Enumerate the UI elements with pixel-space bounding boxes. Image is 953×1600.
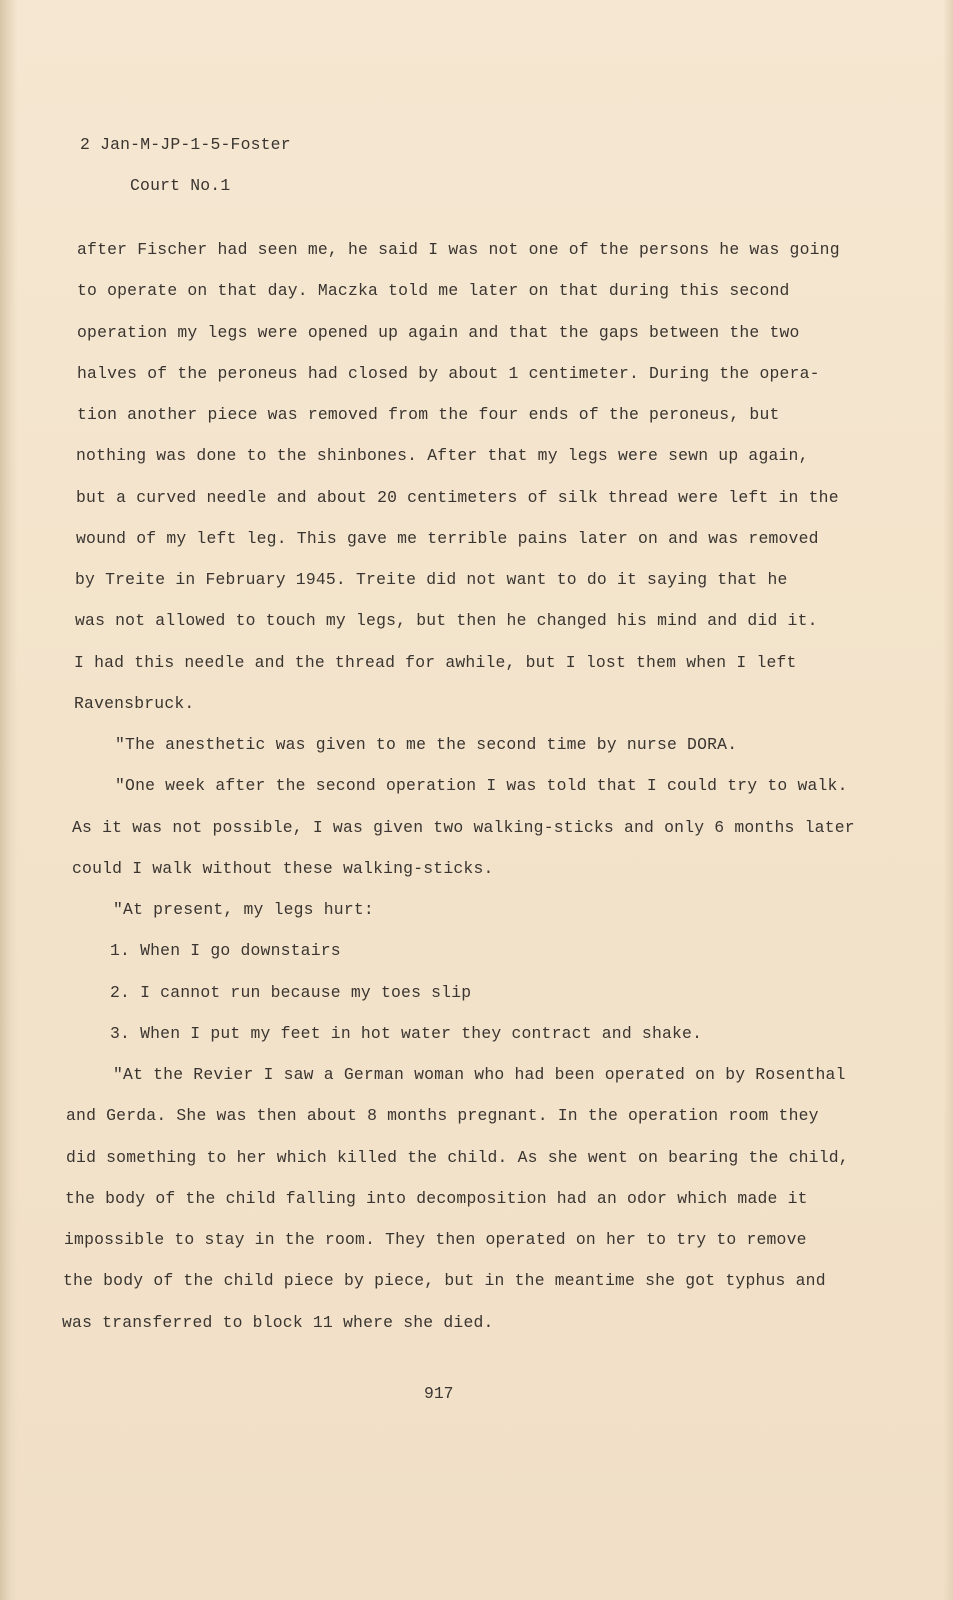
text-line: "At the Revier I saw a German woman who had been operated on by Rosenthal xyxy=(113,1065,846,1084)
text-line: impossible to stay in the room. They then operated on her to try to remove xyxy=(64,1230,807,1249)
text-line: after Fischer had seen me, he said I was not one of the persons he was going xyxy=(77,240,840,259)
text-line: and Gerda. She was then about 8 months pregnant. In the operation room they xyxy=(66,1106,819,1125)
list-intro: "At present, my legs hurt: xyxy=(113,900,374,919)
court-label: Court No.1 xyxy=(130,176,231,195)
text-line: halves of the peroneus had closed by about 1 centimeter. During the opera- xyxy=(77,364,820,383)
text-line: did something to her which killed the child. As she went on bearing the child, xyxy=(66,1148,849,1167)
text-line: to operate on that day. Maczka told me later on that during this second xyxy=(77,281,790,300)
page-right-edge xyxy=(943,0,953,1600)
text-line: was not allowed to touch my legs, but then he changed his mind and did it. xyxy=(75,611,818,630)
list-item: 2. I cannot run because my toes slip xyxy=(110,983,472,1002)
text-line: but a curved needle and about 20 centimeters of silk thread were left in the xyxy=(76,488,839,507)
page-number: 917 xyxy=(424,1384,454,1403)
text-line: "One week after the second operation I was told that I could try to walk. xyxy=(115,776,848,795)
text-line: I had this needle and the thread for awhile, but I lost them when I left xyxy=(74,653,797,672)
document-reference: 2 Jan-M-JP-1-5-Foster xyxy=(80,135,291,154)
text-line: could I walk without these walking-sticks. xyxy=(72,859,494,878)
text-line: nothing was done to the shinbones. After that my legs were sewn up again, xyxy=(76,446,809,465)
text-line: was transferred to block 11 where she died. xyxy=(62,1313,494,1332)
text-line: the body of the child piece by piece, but in the meantime she got typhus and xyxy=(63,1271,826,1290)
text-line: tion another piece was removed from the four ends of the peroneus, but xyxy=(77,405,780,424)
torn-left-edge xyxy=(0,0,18,1600)
text-line: As it was not possible, I was given two walking-sticks and only 6 months later xyxy=(72,818,855,837)
text-line: operation my legs were opened up again and that the gaps between the two xyxy=(77,323,800,342)
text-line: the body of the child falling into decomposition had an odor which made it xyxy=(65,1189,808,1208)
text-line: wound of my left leg. This gave me terrible pains later on and was removed xyxy=(76,529,819,548)
list-item: 3. When I put my feet in hot water they contract and shake. xyxy=(110,1024,703,1043)
list-item: 1. When I go downstairs xyxy=(110,941,341,960)
text-line: by Treite in February 1945. Treite did not want to do it saying that he xyxy=(75,570,788,589)
text-line: Ravensbruck. xyxy=(74,694,195,713)
text-line: "The anesthetic was given to me the second time by nurse DORA. xyxy=(115,735,738,754)
